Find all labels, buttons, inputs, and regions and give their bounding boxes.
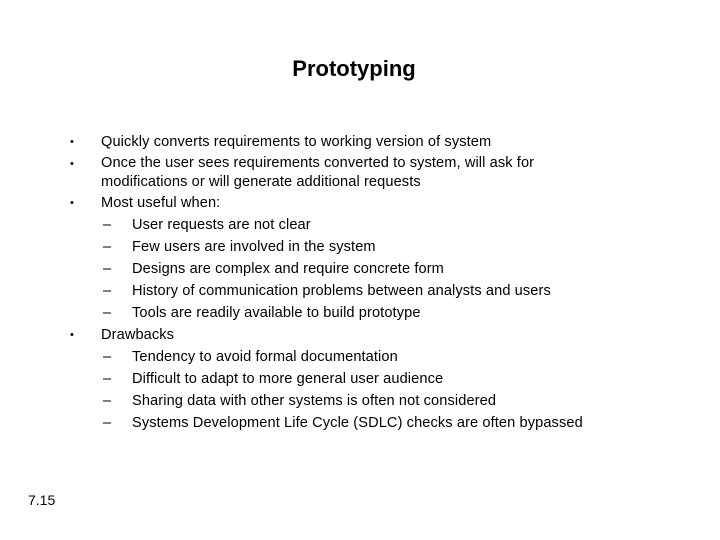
dash-icon: – <box>103 371 112 387</box>
sub-item-text: Sharing data with other systems is often not considered <box>132 393 497 409</box>
sub-item-text: User requests are not clear <box>132 217 311 233</box>
sub-item-text: Tools are readily available to build prototype <box>132 305 421 321</box>
dash-icon: – <box>103 261 112 277</box>
sub-list-item <box>70 346 710 368</box>
sub-item-text: Few users are involved in the system <box>132 239 376 255</box>
sub-list-item <box>70 302 710 324</box>
sub-list-item <box>70 280 710 302</box>
dash-icon: – <box>103 283 112 299</box>
sub-list-item <box>70 412 710 434</box>
bullet-item <box>70 153 710 192</box>
bullet-text: Drawbacks <box>101 327 175 343</box>
slide-number: 7.15 <box>28 492 56 508</box>
sub-list-item <box>70 214 710 236</box>
sub-item-text: Systems Development Life Cycle (SDLC) checks are often bypassed <box>132 415 583 431</box>
sub-item-text: Difficult to adapt to more general user audience <box>132 371 444 387</box>
bullet-icon: • <box>70 158 74 170</box>
bullet-icon: • <box>70 329 74 341</box>
sub-item-text: History of communication problems between analysts and users <box>132 283 551 299</box>
sub-list-item <box>70 368 710 390</box>
bullet-item <box>70 131 710 153</box>
sub-list <box>70 346 710 434</box>
bullet-item <box>70 192 710 214</box>
sub-list <box>70 214 710 324</box>
dash-icon: – <box>103 415 112 431</box>
sub-list-item <box>70 390 710 412</box>
slide-title: Prototyping <box>292 56 416 81</box>
bullet-list <box>70 131 710 434</box>
dash-icon: – <box>103 393 112 409</box>
sub-item-text: Designs are complex and require concrete form <box>132 261 444 277</box>
bullet-text: Once the user sees requirements converted to system, will ask for modifications or will generate additional requests <box>101 155 535 190</box>
dash-icon: – <box>103 217 112 233</box>
sub-item-text: Tendency to avoid formal documentation <box>132 349 398 365</box>
bullet-text: Most useful when: <box>101 195 221 211</box>
dash-icon: – <box>103 305 112 321</box>
bullet-text: Quickly converts requirements to working version of system <box>101 134 492 150</box>
bullet-icon: • <box>70 136 74 148</box>
dash-icon: – <box>103 349 112 365</box>
bullet-item <box>70 324 710 346</box>
sub-list-item <box>70 258 710 280</box>
dash-icon: – <box>103 239 112 255</box>
bullet-icon: • <box>70 197 74 209</box>
sub-list-item <box>70 236 710 258</box>
